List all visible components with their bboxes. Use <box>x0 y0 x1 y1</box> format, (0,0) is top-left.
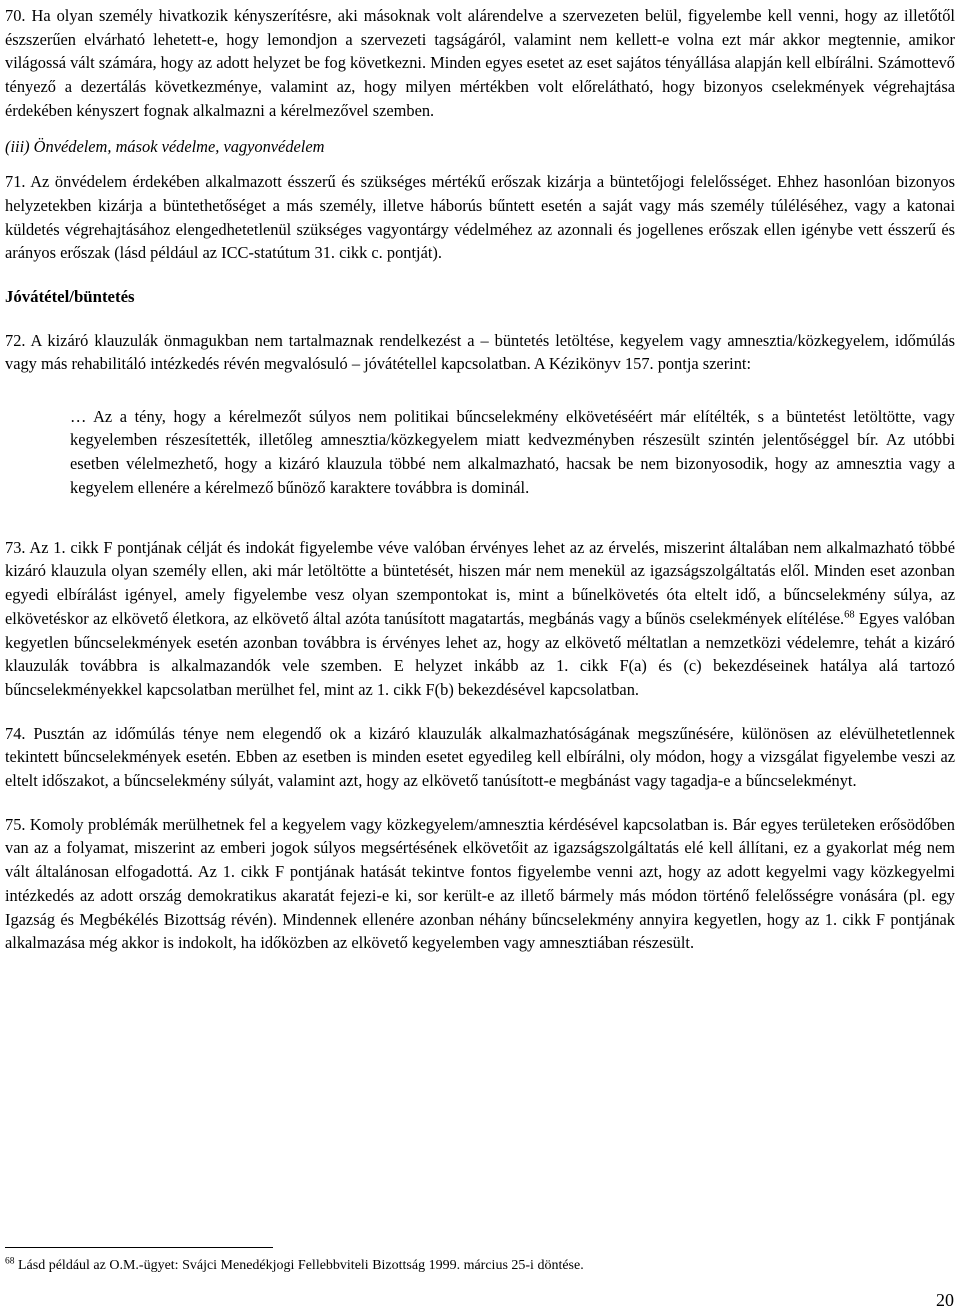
page-number: 20 <box>936 1290 954 1310</box>
paragraph-73 <box>5 536 955 702</box>
paragraph-72: 72. A kizáró klauzulák önmagukban nem tartalmaznak rendelkezést a – büntetés letöltése, kegyelem vagy amnesztia/közkegyelem, időmúlás vagy más rehabilitáló intézkedés révén megvalósuló – jóvátétellel kapcsolatban. A Kézikönyv 157. pontja szerint: <box>5 330 955 374</box>
footnote-number: 68 <box>5 1256 15 1267</box>
paragraph-70: 70. Ha olyan személy hivatkozik kényszerítésre, aki másoknak volt alárendelve a szervezeten belül, figyelembe kell venni, hogy az illetőtől észszerűen elvárható lehetett-e, hogy lemondjon a szervezeti tagságáról, valamint nem kellett-e volna ezt már akkor megtennie, amikor világossá vált számára, hogy az adott helyzet be fog következni. Minden egyes esetet az eset sajátos tényállása alapján kell elbírálni. Számottevő tényező a dezertálás következménye, valamint az, hogy milyen mértékben volt előrelátható, hogy bizonyos cselekmények végrehajtása érdekében kényszert fognak alkalmazni a kérelmezővel szemben. <box>5 6 955 120</box>
handbook-quote: … Az a tény, hogy a kérelmezőt súlyos nem politikai bűncselekmény elkövetéséért már elítélték, s a büntetést letöltötte, vagy kegyelemben részesítették, illetőleg amnesztia/közkegyelem miatt kedvezményben részesült szintén jelentőséggel bír. Az utóbbi esetben vélelmezhető, hogy a kizáró klauzula többé nem alkalmazható, hacsak be nem bizonyosodik, hogy az amnesztia vagy a kegyelem ellenére a kérelmező bűnöző karaktere továbbra is dominál. <box>70 406 955 497</box>
paragraph-73-part-b: Egyes valóban kegyetlen bűncselekmények esetén azonban továbbra is érvényes lehet az, hogy az elkövető méltatlan a nemzetközi védelemre, tehát a kizáró klauzulák továbbra is alkalmazandók vele szemben. E helyzet inkább az 1. cikk F(a) és (c) bekezdéseinek hatálya alá tartozó bűncselekményekkel kapcsolatban merülhet fel, mint az 1. cikk F(b) bekezdésével kapcsolatban. <box>5 608 955 699</box>
paragraph-71: 71. Az önvédelem érdekében alkalmazott ésszerű és szükséges mértékű erőszak kizárja a büntetőjogi felelősséget. Ehhez hasonlóan bizonyos helyzetekben kizárja a büntethetőséget a más személy, illetve háborús bűntett esetén a saját vagy más személy túléléséhez, vagy a katonai küldetés végrehajtásához elengedhetetlenül szükséges vagyontárgy védelméhez az azonnali és jogellenes erőszak ellen igénybe vett ésszerű és arányos erőszak (lásd például az ICC-statútum 31. cikk c. pontját). <box>5 172 955 263</box>
footnote-text: Lásd például az O.M.-ügyet: Svájci Menedékjogi Fellebbviteli Bizottság 1999. március 25-i döntése. <box>14 1258 584 1273</box>
footnote-reference[interactable]: 68 <box>844 609 855 621</box>
footnote-divider <box>5 1247 273 1248</box>
paragraph-74: 74. Pusztán az időmúlás ténye nem elegendő ok a kizáró klauzulák alkalmazhatóságának megszűnésére, különösen az elévülhetetlennek tekintett bűncselekmények esetén. Ebben az esetben is minden esetet egyedileg kell elbírálni, oly módon, hogy a vizsgálat figyelembe veszi az eltelt időszakot, a bűncselekmény súlyát, valamint azt, hogy az elkövető tanúsított-e megbánást vagy tagadja-e a bűncselekményt. <box>5 723 955 791</box>
section-heading-reparation: Jóvátétel/büntetés <box>5 287 135 307</box>
footnote <box>5 1257 945 1275</box>
section-heading-self-defence: (iii) Önvédelem, mások védelme, vagyonvédelem <box>5 136 325 156</box>
paragraph-75: 75. Komoly problémák merülhetnek fel a kegyelem vagy közkegyelem/amnesztia kérdésével kapcsolatban is. Bár egyes területeken erősödőben van az a folyamat, miszerint az emberi jogok súlyos megsértésének elkövetőit az igazságszolgáltatás elé kell állítani, ez a gyakorlat még nem vált általánosan elfogadottá. Az 1. cikk F pontjának hatását tekintve fontos figyelembe venni azt, hogy az adott kegyelmi vagy közkegyelmi intézkedés az adott ország demokratikus akaratát fejezi-e ki, sor került-e az illető bármely más módon történő felelősségre vonására (pl. egy Igazság és Megbékélés Bizottság révén). Mindennek ellenére azonban néhány bűncselekmény annyira kegyetlen, hogy az 1. cikk F pontjának alkalmazása még akkor is indokolt, ha időközben az elkövető kegyelemben vagy amnesztiában részesült. <box>5 814 955 953</box>
document-page <box>5 0 955 955</box>
paragraph-73-part-a: 73. Az 1. cikk F pontjának célját és indokát figyelembe véve valóban érvényes lehet az az érvelés, miszerint általában nem alkalmazható többé kizáró klauzula olyan személy ellen, aki már letöltötte a büntetését, hiszen már nem menekül az igazságszolgáltatás elől. Minden eset azonban egyedi elbírálást igényel, amely figyelembe vesz olyan szempontokat is, mint a bűnelkövetés óta eltelt idő, a bűncselekmény súlya, az elkövetéskor az elkövető életkora, az elkövető által azóta tanúsított magatartás, megbánás vagy a bűnös cselekmények elítélése. <box>5 537 955 628</box>
